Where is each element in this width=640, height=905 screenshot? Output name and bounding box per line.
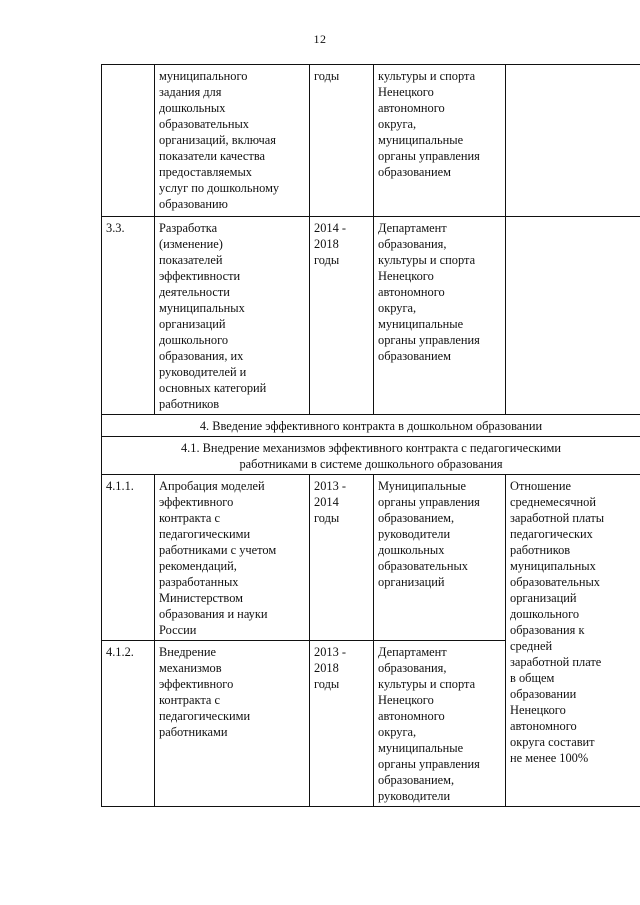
period: 2014 - 2018 годы [310,217,374,415]
page-number: 12 [313,32,327,46]
subsection-heading: 4.1. Внедрение механизмов эффективного контракта с педагогическими работниками в системе дошкольного образования [102,437,640,475]
indicator [506,217,640,415]
responsible: Муниципальные органы управления образованием, руководители дошкольных образовательных организаций [374,475,506,641]
row-number [102,65,155,217]
measure-name: Разработка (изменение) показателей эффективности деятельности муниципальных организаций дошкольного образования, их руководителей и основных категорий работников [155,217,310,415]
subsection-heading-row [102,437,640,475]
section-heading-row [102,415,640,437]
table-row [102,65,640,217]
period: 2013 - 2018 годы [310,641,374,807]
section-heading: 4. Введение эффективного контракта в дошкольном образовании [102,415,640,437]
table-row [102,217,640,415]
measure-name: муниципального задания для дошкольных образовательных организаций, включая показатели качества предоставляемых услуг по дошкольному образованию [155,65,310,217]
period: 2013 - 2014 годы [310,475,374,641]
responsible: культуры и спорта Ненецкого автономного округа, муниципальные органы управления образованием [374,65,506,217]
measures-table [101,64,640,807]
period: годы [310,65,374,217]
responsible: Департамент образования, культуры и спорта Ненецкого автономного округа, муниципальные органы управления образованием [374,217,506,415]
indicator [506,65,640,217]
responsible: Департамент образования, культуры и спорта Ненецкого автономного округа, муниципальные органы управления образованием, руководители [374,641,506,807]
measure-name: Внедрение механизмов эффективного контракта с педагогическими работниками [155,641,310,807]
table-row [102,475,640,641]
row-number: 3.3. [102,217,155,415]
row-number: 4.1.1. [102,475,155,641]
indicator: Отношение среднемесячной заработной платы педагогических работников муниципальных образовательных организаций дошкольного образования к средней заработной плате в общем образовании Ненецкого автономного округа составит не менее 100% [506,475,640,807]
measure-name: Апробация моделей эффективного контракта с педагогическими работниками с учетом рекомендаций, разработанных Министерством образования и науки России [155,475,310,641]
row-number: 4.1.2. [102,641,155,807]
